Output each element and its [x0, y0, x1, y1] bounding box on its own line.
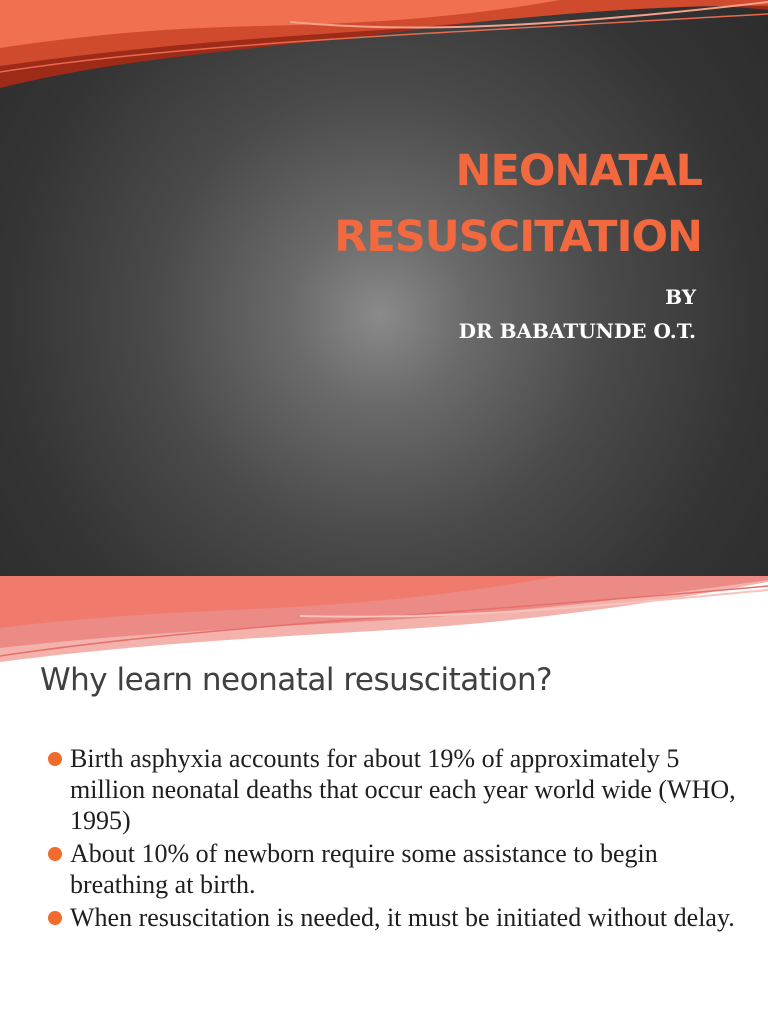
slide-subtitle	[459, 280, 696, 348]
bullet-text: When resuscitation is needed, it must be initiated without delay.	[70, 903, 735, 932]
bullet-item	[48, 902, 738, 933]
bullet-item	[48, 743, 738, 836]
title-line-2: RESUSCITATION	[334, 212, 702, 262]
title-line-1: NEONATAL	[455, 146, 702, 196]
top-swoosh-decoration	[0, 0, 768, 90]
bullet-text: Birth asphyxia accounts for about 19% of approximately 5 million neonatal deaths that occur each year world wide (WHO, 1995)	[70, 744, 736, 835]
subtitle-line-2: DR BABATUNDE O.T.	[458, 319, 696, 343]
bullet-dot-icon	[48, 911, 62, 925]
bullet-text: About 10% of newborn require some assistance to begin breathing at birth.	[70, 839, 658, 899]
bullet-dot-icon	[48, 847, 62, 861]
bullet-list	[48, 743, 738, 935]
bullet-item	[48, 838, 738, 900]
slide-why-learn	[0, 576, 768, 1024]
slide-heading: Why learn neonatal resuscitation?	[40, 662, 553, 698]
slide-title-heading	[334, 138, 702, 270]
bullet-dot-icon	[48, 752, 62, 766]
subtitle-line-1: BY	[665, 285, 696, 309]
pink-swoosh-decoration	[0, 576, 768, 666]
